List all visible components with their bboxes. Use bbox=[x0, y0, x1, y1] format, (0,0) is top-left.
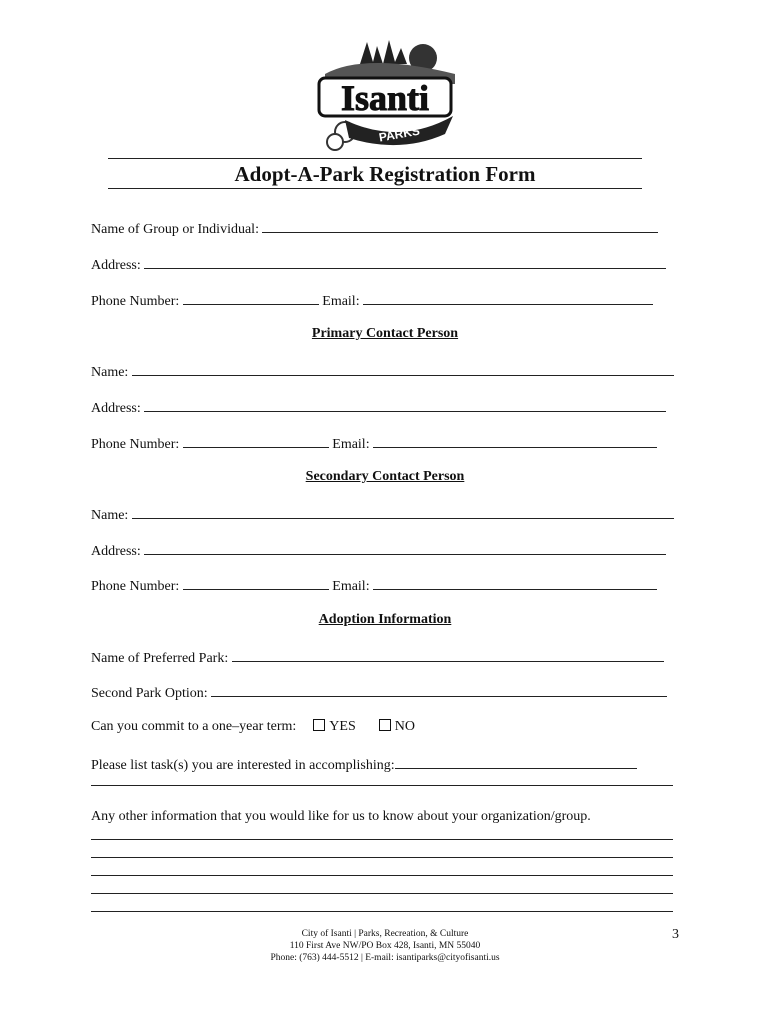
primary-address-label: Address: bbox=[91, 401, 141, 416]
other-info-label: Any other information that you would like for us to know about your organization/group. bbox=[91, 809, 591, 824]
primary-email-line[interactable] bbox=[373, 434, 657, 448]
tasks-label: Please list task(s) you are interested in accomplishing: bbox=[91, 758, 395, 773]
group-name-label: Name of Group or Individual: bbox=[91, 222, 259, 237]
other-info-line-5[interactable] bbox=[91, 911, 673, 912]
group-address-label: Address: bbox=[91, 258, 141, 273]
preferred-park-line[interactable] bbox=[232, 648, 664, 662]
primary-name-label: Name: bbox=[91, 365, 129, 380]
isanti-parks-logo bbox=[305, 34, 465, 154]
group-phone-line[interactable] bbox=[183, 291, 319, 305]
title-rule-bottom bbox=[108, 188, 642, 189]
secondary-address-line[interactable] bbox=[144, 541, 666, 555]
secondary-phone-line[interactable] bbox=[183, 576, 329, 590]
tasks-line-1[interactable] bbox=[395, 755, 637, 769]
secondary-address-label: Address: bbox=[91, 544, 141, 559]
term-commitment-label: Can you commit to a one–year term: bbox=[91, 719, 297, 734]
tasks-field[interactable] bbox=[91, 755, 637, 775]
primary-name-line[interactable] bbox=[132, 362, 674, 376]
footer-org: City of Isanti | Parks, Recreation, & Culture bbox=[301, 929, 469, 939]
logo-sub: PARKS bbox=[377, 123, 421, 145]
secondary-address-field[interactable] bbox=[91, 541, 666, 561]
secondary-name-line[interactable] bbox=[132, 505, 674, 519]
no-label: NO bbox=[394, 719, 415, 734]
other-info-line-2[interactable] bbox=[91, 857, 673, 858]
group-name-line[interactable] bbox=[262, 219, 658, 233]
primary-phone-line[interactable] bbox=[183, 434, 329, 448]
group-name-field[interactable] bbox=[91, 219, 658, 239]
no-checkbox[interactable] bbox=[379, 719, 391, 731]
other-info-line-3[interactable] bbox=[91, 875, 673, 876]
preferred-park-label: Name of Preferred Park: bbox=[91, 651, 229, 666]
page-number: 3 bbox=[672, 927, 679, 942]
second-park-label: Second Park Option: bbox=[91, 686, 208, 701]
footer-contact: Phone: (763) 444-5512 | E-mail: isantiparks@cityofisanti.us bbox=[270, 953, 500, 963]
primary-name-field[interactable] bbox=[91, 362, 674, 382]
secondary-name-field[interactable] bbox=[91, 505, 674, 525]
group-contact-field[interactable] bbox=[91, 291, 653, 311]
group-address-field[interactable] bbox=[91, 255, 666, 275]
adoption-info-heading: Adoption Information bbox=[318, 612, 452, 627]
page-title: Adopt-A-Park Registration Form bbox=[234, 162, 536, 186]
secondary-contact-heading: Secondary Contact Person bbox=[305, 469, 465, 484]
logo-word: Isanti bbox=[340, 78, 430, 118]
group-phone-label: Phone Number: bbox=[91, 294, 180, 309]
preferred-park-field[interactable] bbox=[91, 648, 664, 668]
primary-contact-heading: Primary Contact Person bbox=[311, 326, 459, 341]
group-email-label: Email: bbox=[322, 294, 360, 309]
title-rule-top bbox=[108, 158, 642, 159]
secondary-phone-label: Phone Number: bbox=[91, 579, 180, 594]
primary-phone-label: Phone Number: bbox=[91, 437, 180, 452]
second-park-line[interactable] bbox=[211, 683, 667, 697]
primary-address-line[interactable] bbox=[144, 398, 666, 412]
yes-label: YES bbox=[329, 719, 356, 734]
group-email-line[interactable] bbox=[363, 291, 653, 305]
tasks-line-2[interactable] bbox=[91, 785, 673, 786]
secondary-email-label: Email: bbox=[332, 579, 370, 594]
yes-checkbox[interactable] bbox=[313, 719, 325, 731]
secondary-name-label: Name: bbox=[91, 508, 129, 523]
primary-address-field[interactable] bbox=[91, 398, 666, 418]
secondary-email-line[interactable] bbox=[373, 576, 657, 590]
primary-email-label: Email: bbox=[332, 437, 370, 452]
group-address-line[interactable] bbox=[144, 255, 666, 269]
other-info-line-4[interactable] bbox=[91, 893, 673, 894]
secondary-contact-field[interactable] bbox=[91, 576, 657, 596]
second-park-field[interactable] bbox=[91, 683, 667, 703]
primary-contact-field[interactable] bbox=[91, 434, 657, 454]
footer-address: 110 First Ave NW/PO Box 428, Isanti, MN 55040 bbox=[289, 941, 481, 951]
other-info-line-1[interactable] bbox=[91, 839, 673, 840]
term-commitment-field bbox=[91, 718, 415, 736]
